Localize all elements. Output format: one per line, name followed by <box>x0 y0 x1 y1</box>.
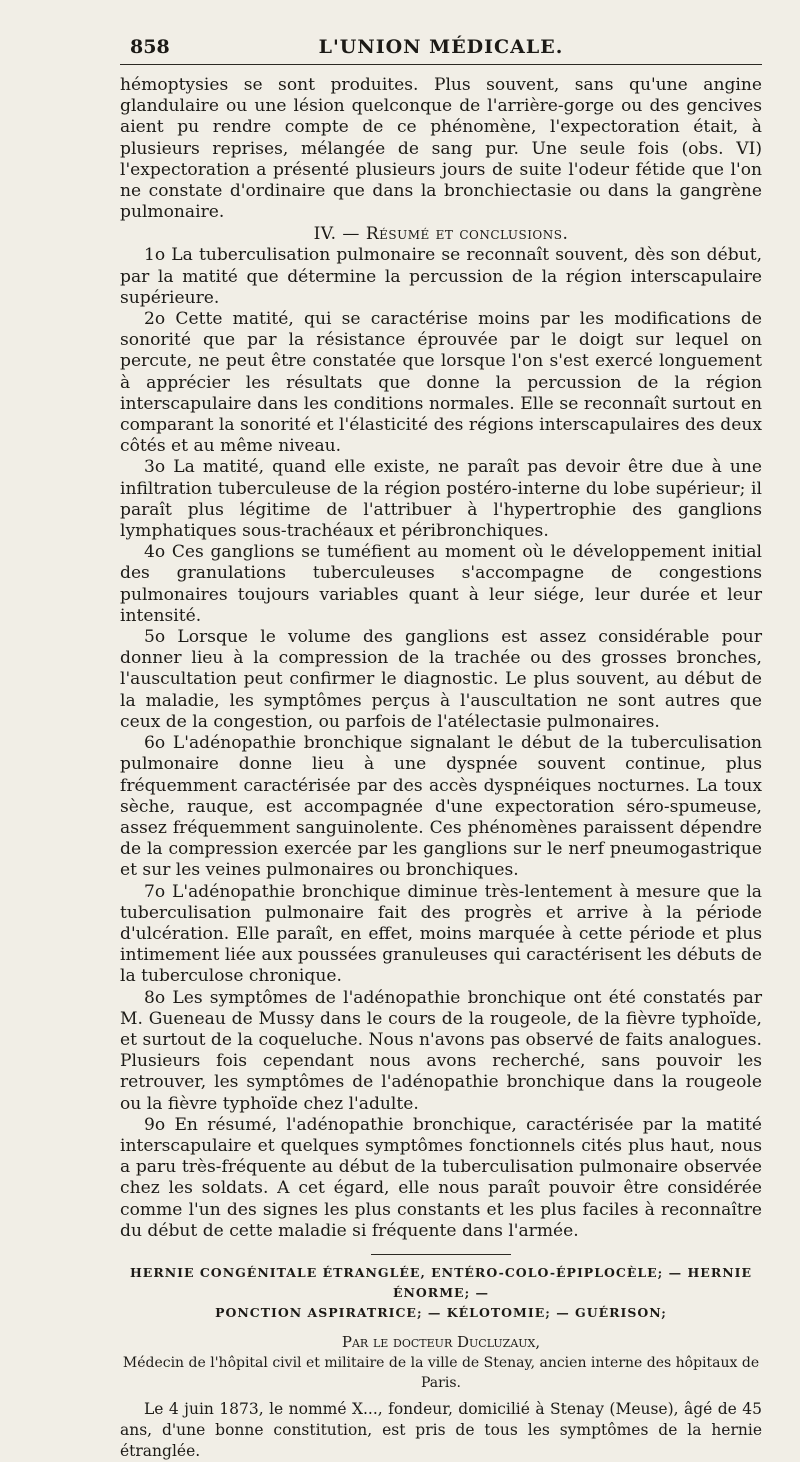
conclusion-item: 5o Lorsque le volume des ganglions est assez considérable pour donner lieu à la compression de la trachée ou des grosses bronches, l'auscultation peut confirmer le diagnostic. Le plus souvent, au début de la maladie, les symptômes perçus à l'auscultation ne sont autres que ceux de la congestion, ou parfois de l'atélectasie pulmonaires. <box>120 627 762 732</box>
conclusion-item: 3o La matité, quand elle existe, ne paraît pas devoir être due à une infiltration tuberculeuse de la région postéro-interne du lobe supérieur; il paraît plus légitime de l'attribuer à l'hypertrophie des ganglions lymphatiques sous-trachéaux et péribronchiques. <box>120 457 762 542</box>
conclusion-item: 7o L'adénopathie bronchique diminue très-lentement à mesure que la tuberculisation pulmonaire fait des progrès et arrive à la période d'ulcération. Elle paraît, en effet, moins marquée à cette période et plus intimement liée aux poussées granuleuses qui caractérisent les débuts de la tuberculose chronique. <box>120 881 762 987</box>
conclusion-item: 2o Cette matité, qui se caractérise moins par les modifications de sonorité que par la résistance éprouvée par le doigt sur lequel on percute, ne peut être constatée que lorsque l'on s'est exercé longuement à apprécier les résultats que donne la percussion de la région interscapulaire dans les conditions normales. Elle se reconnaît surtout en comparant la sonorité et l'élasticité des régions interscapulaires des deux côtés et au même niveau. <box>120 309 762 457</box>
author-byline: Par le docteur Ducluzaux, <box>341 1332 541 1351</box>
article-body <box>120 75 762 1242</box>
conclusion-item: 9o En résumé, l'adénopathie bronchique, caractérisée par la matité interscapulaire et quelques symptômes fonctionnels cités plus haut, nous a paru très-fréquente au début de la tuberculisation pulmonaire observée chez les soldats. A cet égard, elle nous paraît pouvoir être considérée comme l'un des signes les plus constants et les plus faciles à reconnaître du début de cette maladie si fréquente dans l'armée. <box>120 1114 762 1241</box>
conclusion-item: 6o L'adénopathie bronchique signalant le début de la tuberculisation pulmonaire donne lieu à une dyspnée souvent continue, plus fréquemment caractérisée par des accès dyspnéiques nocturnes. La toux sèche, rauque, est accompagnée d'une expectoration séro-spumeuse, assez fréquemment sanguinolente. Ces phénomènes paraissent dépendre de la compression exercée par les ganglions sur le nerf pneumogastrique et sur les veines pulmonaires ou bronchiques. <box>120 733 762 881</box>
conclusion-item: 8o Les symptômes de l'adénopathie bronchique ont été constatés par M. Gueneau de Mussy dans le cours de la rougeole, de la fièvre typhoïde, et surtout de la coqueluche. Nous n'avons pas observé de faits analogues. Plusieurs fois cependant nous avons recherché, sans pouvoir les retrouver, les symptômes de l'adénopathie bronchique dans la rougeole ou la fièvre typhoïde chez l'adulte. <box>120 987 762 1114</box>
next-article-body <box>120 1399 762 1462</box>
next-article-opening: Le 4 juin 1873, le nommé X..., fondeur, domicilié à Stenay (Meuse), âgé de 45 ans, d'une bonne constitution, est pris de tous les symptômes de la hernie étranglée. <box>120 1399 762 1460</box>
running-head: L'UNION MÉDICALE. <box>318 36 564 58</box>
intro-paragraph: hémoptysies se sont produites. Plus souvent, sans qu'une angine glandulaire ou une lésion quelconque de l'arrière-gorge ou des gencives aient pu rendre compte de ce phénomène, l'expectoration était, à plusieurs reprises, mélangée de sang pur. Une seule fois (obs. VI) l'expectoration a présenté plusieurs jours de suite l'odeur fétide que l'on ne constate d'ordinaire que dans la bronchiectasie ou dans la gangrène pulmonaire. <box>120 75 762 223</box>
next-article-title-line-2: PONCTION ASPIRATRICE; — KÉLOTOMIE; — GUÉRISON; <box>215 1304 667 1320</box>
section-divider <box>371 1254 511 1255</box>
section-heading <box>120 223 762 245</box>
author-affiliation: Médecin de l'hôpital civil et militaire de la ville de Stenay, ancien interne des hôpitaux de Paris. <box>122 1354 760 1391</box>
section-number: IV. — <box>313 224 360 245</box>
page-header <box>120 34 762 65</box>
section-title: Résumé et conclusions. <box>365 224 569 245</box>
next-article-title-line-1: HERNIE CONGÉNITALE ÉTRANGLÉE, ENTÉRO-COLO-ÉPIPLOCÈLE; — HERNIE ÉNORME; — <box>129 1264 753 1300</box>
conclusion-item: 4o Ces ganglions se tuméfient au moment où le développement initial des granulations tuberculeuses s'accompagne de congestions pulmonaires toujours variables quant à leur siége, leur durée et leur intensité. <box>120 542 762 626</box>
page-number: 858 <box>130 36 170 58</box>
conclusion-item: 1o La tuberculisation pulmonaire se reconnaît souvent, dès son début, par la matité que détermine la percussion de la région interscapulaire supérieure. <box>120 245 762 308</box>
next-article <box>120 1263 762 1462</box>
